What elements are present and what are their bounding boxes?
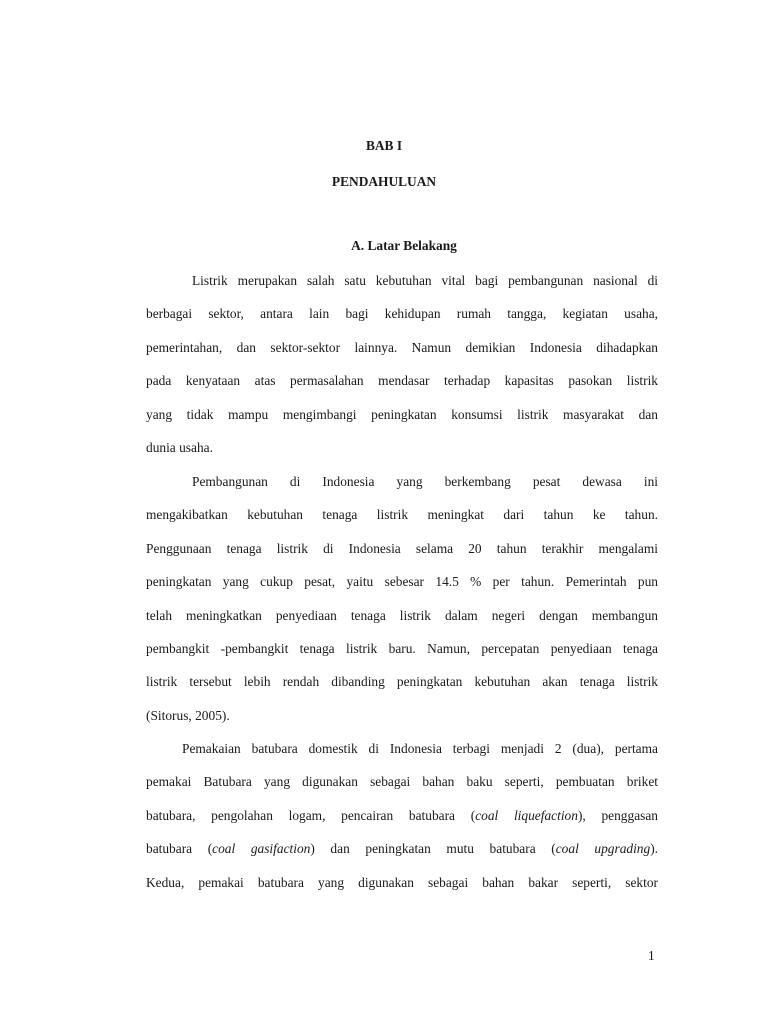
text-line: pemerintahan, dan sektor-sektor lainnya. Namun demikian Indonesia dihadapkan: [146, 339, 658, 355]
text-line: berbagai sektor, antara lain bagi kehidupan rumah tangga, kegiatan usaha,: [146, 306, 658, 322]
text-line: pembangkit -pembangkit tenaga listrik baru. Namun, percepatan penyediaan tenaga: [146, 640, 658, 656]
text-line: Pembangunan di Indonesia yang berkembang pesat dewasa ini: [192, 474, 658, 489]
text-line: yang tidak mampu mengimbangi peningkatan konsumsi listrik masyarakat dan: [146, 406, 658, 422]
section-heading: A. Latar Belakang: [351, 238, 457, 253]
text-line: telah meningkatkan penyediaan tenaga listrik dalam negeri dengan membangun: [146, 607, 658, 623]
italic-term: coal upgrading: [555, 841, 651, 857]
text-line: mengakibatkan kebutuhan tenaga listrik meningkat dari tahun ke tahun.: [146, 507, 658, 523]
text-line: pada kenyataan atas permasalahan mendasar terhadap kapasitas pasokan listrik: [146, 373, 658, 389]
italic-term: coal gasifaction: [212, 841, 311, 857]
paragraph-2: [146, 465, 658, 732]
chapter-label: BAB I: [365, 138, 403, 153]
paragraph-3: [146, 732, 658, 899]
text-line: listrik tersebut lebih rendah dibanding peningkatan kebutuhan akan tenaga listrik: [146, 674, 658, 690]
text-line: batubara (coal gasifaction) dan peningkatan mutu batubara (coal upgrading).: [146, 841, 659, 857]
text-line: batubara, pengolahan logam, pencairan batubara (coal liquefaction), penggasan: [146, 807, 658, 823]
text-line: Penggunaan tenaga listrik di Indonesia selama 20 tahun terakhir mengalami: [146, 540, 658, 556]
text-line: Pemakaian batubara domestik di Indonesia terbagi menjadi 2 (dua), pertama: [182, 741, 658, 756]
italic-term: coal liquefaction: [475, 807, 578, 823]
page-number: 1: [648, 948, 655, 963]
text-line: pemakai Batubara yang digunakan sebagai bahan baku seperti, pembuatan briket: [146, 774, 658, 790]
paragraph-1: [146, 264, 658, 464]
text-line: peningkatan yang cukup pesat, yaitu sebesar 14.5 % per tahun. Pemerintah pun: [146, 574, 658, 590]
text-line: Listrik merupakan salah satu kebutuhan vital bagi pembangunan nasional di: [192, 273, 658, 288]
chapter-title: PENDAHULUAN: [331, 174, 437, 189]
text-line: dunia usaha.: [146, 439, 213, 455]
text-line: Kedua, pemakai batubara yang digunakan sebagai bahan bakar seperti, sektor: [146, 874, 658, 890]
text-line: (Sitorus, 2005).: [146, 707, 230, 723]
